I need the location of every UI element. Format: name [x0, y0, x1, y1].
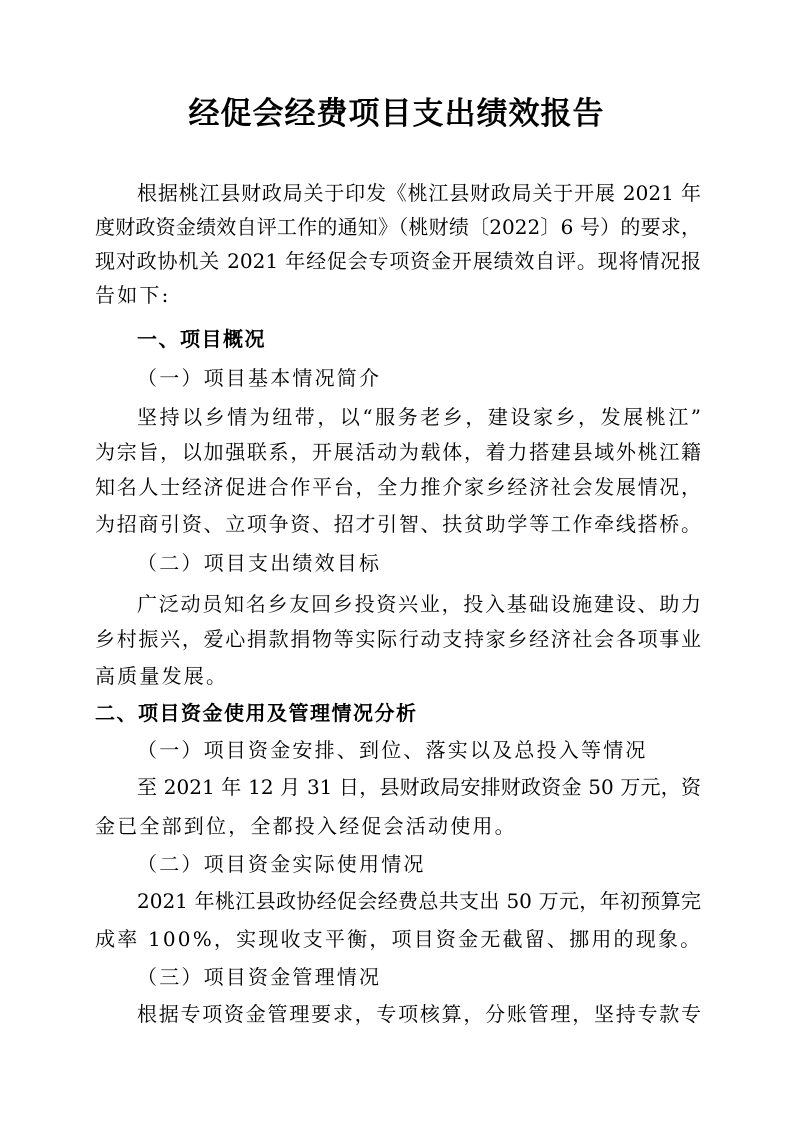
paragraph-line: 金已全部到位，全都投入经促会活动使用。 — [95, 814, 517, 838]
subsection-heading: （一）项目资金安排、到位、落实以及总投入等情况 — [137, 738, 648, 762]
paragraph-line: 2021 年桃江县政协经促会经费总共支出 50 万元，年初预算完 — [137, 889, 701, 913]
paragraph-line: 成率 100%，实现收支平衡，项目资金无截留、挪用的现象。 — [95, 927, 703, 951]
section-heading: 一、项目概况 — [137, 327, 266, 351]
paragraph-line: 为招商引资、立项争资、招才引智、扶贫助学等工作牵线搭桥。 — [95, 512, 701, 536]
subsection-heading: （二）项目资金实际使用情况 — [137, 852, 426, 876]
paragraph-line: 广泛动员知名乡友回乡投资兴业，投入基础设施建设、助力 — [137, 592, 701, 616]
subsection-heading: （三）项目资金管理情况 — [137, 965, 382, 989]
section-heading: 二、项目资金使用及管理情况分析 — [95, 701, 418, 725]
paragraph-line: 知名人士经济促进合作平台，全力推介家乡经济社会发展情况， — [95, 475, 701, 499]
paragraph-line: 现对政协机关 2021 年经促会专项资金开展绩效自评。现将情况报 — [95, 249, 701, 273]
subsection-heading: （二）项目支出绩效目标 — [137, 551, 382, 575]
subsection-heading: （一）项目基本情况简介 — [137, 366, 382, 390]
document-title: 经促会经费项目支出绩效报告 — [188, 96, 605, 132]
paragraph-line: 告如下: — [95, 283, 171, 307]
paragraph-line: 度财政资金绩效自评工作的通知》（桃财绩〔2022〕6 号）的要求， — [95, 215, 701, 239]
paragraph-line: 根据专项资金管理要求，专项核算，分账管理，坚持专款专 — [137, 1002, 701, 1026]
paragraph-line: 根据桃江县财政局关于印发《桃江县财政局关于开展 2021 年 — [137, 181, 701, 205]
paragraph-line: 为宗旨，以加强联系，开展活动为载体，着力搭建县域外桃江籍 — [95, 440, 701, 464]
paragraph-line: 高质量发展。 — [95, 664, 229, 688]
paragraph-line: 至 2021 年 12 月 31 日，县财政局安排财政资金 50 万元，资 — [137, 775, 701, 799]
paragraph-line: 乡村振兴，爱心捐款捐物等实际行动支持家乡经济社会各项事业 — [95, 627, 701, 651]
paragraph-line: 坚持以乡情为纽带，以“服务老乡，建设家乡，发展桃江” — [137, 405, 701, 429]
